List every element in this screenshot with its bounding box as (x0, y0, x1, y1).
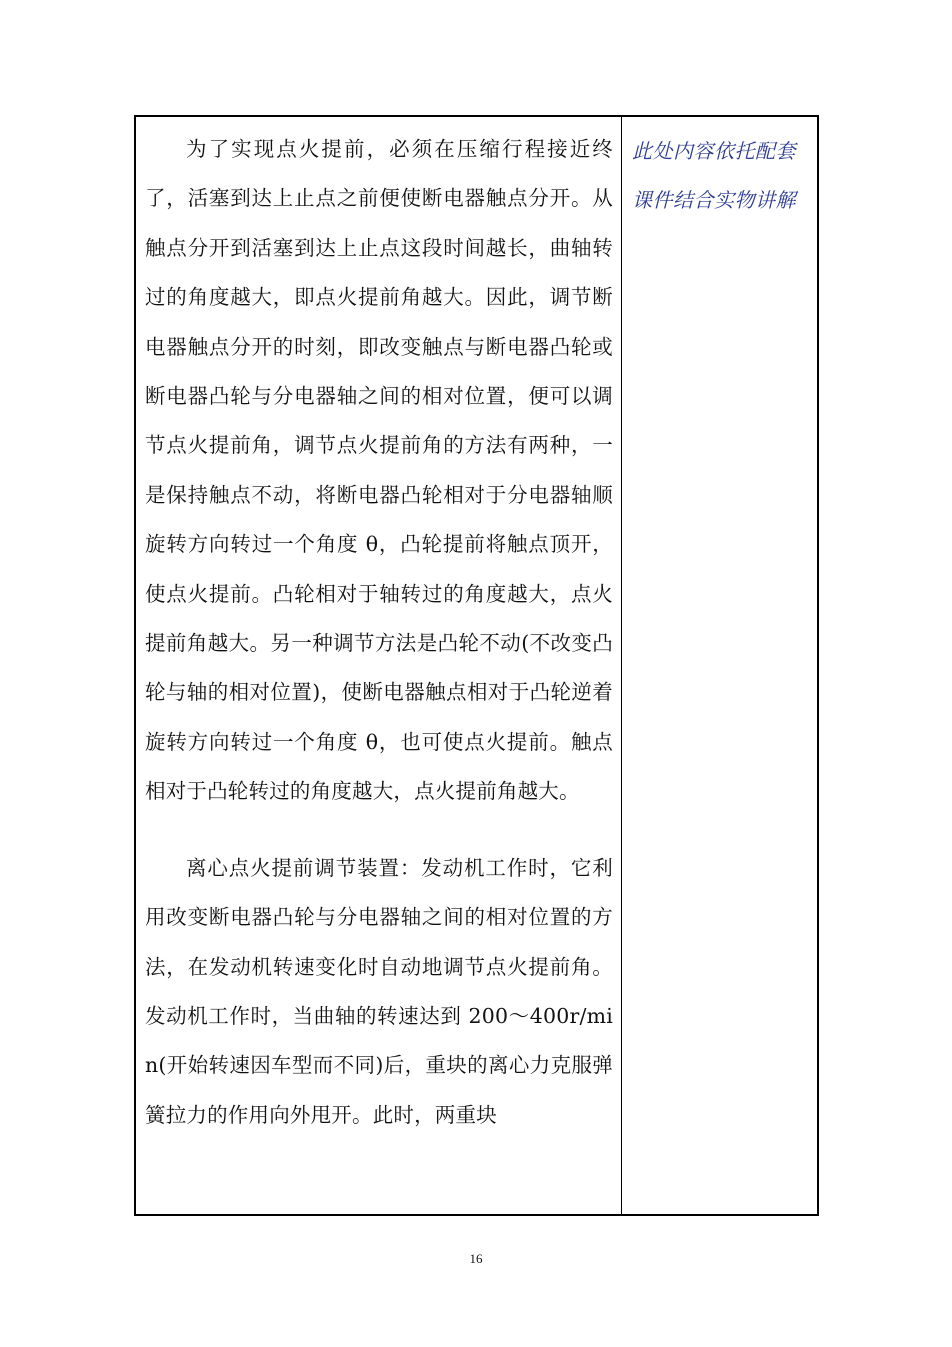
content-cell (136, 117, 622, 1214)
paragraph-centrifugal-advance: 离心点火提前调节装置：发动机工作时，它利用改变断电器凸轮与分电器轴之间的相对位置的方法，在发动机转速变化时自动地调节点火提前角。 发动机工作时，当曲轴的转速达到 200～400r/min(开始转速因车型而不同)后，重块的离心力克服弹簧拉力的作用向外甩开。此时，两重块 (145, 855, 613, 1127)
teaching-note-line-2: 课件结合实物讲解 (632, 188, 796, 213)
page-number: 16 (469, 1251, 483, 1266)
teaching-note-line-1: 此处内容依托配套 (632, 139, 796, 163)
paragraph-ignition-advance: 为了实现点火提前，必须在压缩行程接近终了，活塞到达上止点之前便使断电器触点分开。从触点分开到活塞到达上止点这段时间越长，曲轴转过的角度越大，即点火提前角越大。因此，调节断电器触点分开的时刻，即改变触点与断电器凸轮或断电器凸轮与分电器轴之间的相对位置，便可以调节点火提前角，调节点火提前角的方法有两种，一是保持触点不动，将断电器凸轮相对于分电器轴顺旋转方向转过一个角度 θ，凸轮提前将触点顶开，使点火提前。凸轮相对于轴转过的角度越大，点火提前角越大。另一种调节方法是凸轮不动(不改变凸轮与轴的相对位置)，使断电器触点相对于凸轮逆着旋转方向转过一个角度 θ，也可使点火提前。触点相对于凸轮转过的角度越大，点火提前角越大。 (145, 137, 613, 804)
teaching-note-cell (622, 117, 817, 1214)
lesson-table (134, 115, 819, 1216)
